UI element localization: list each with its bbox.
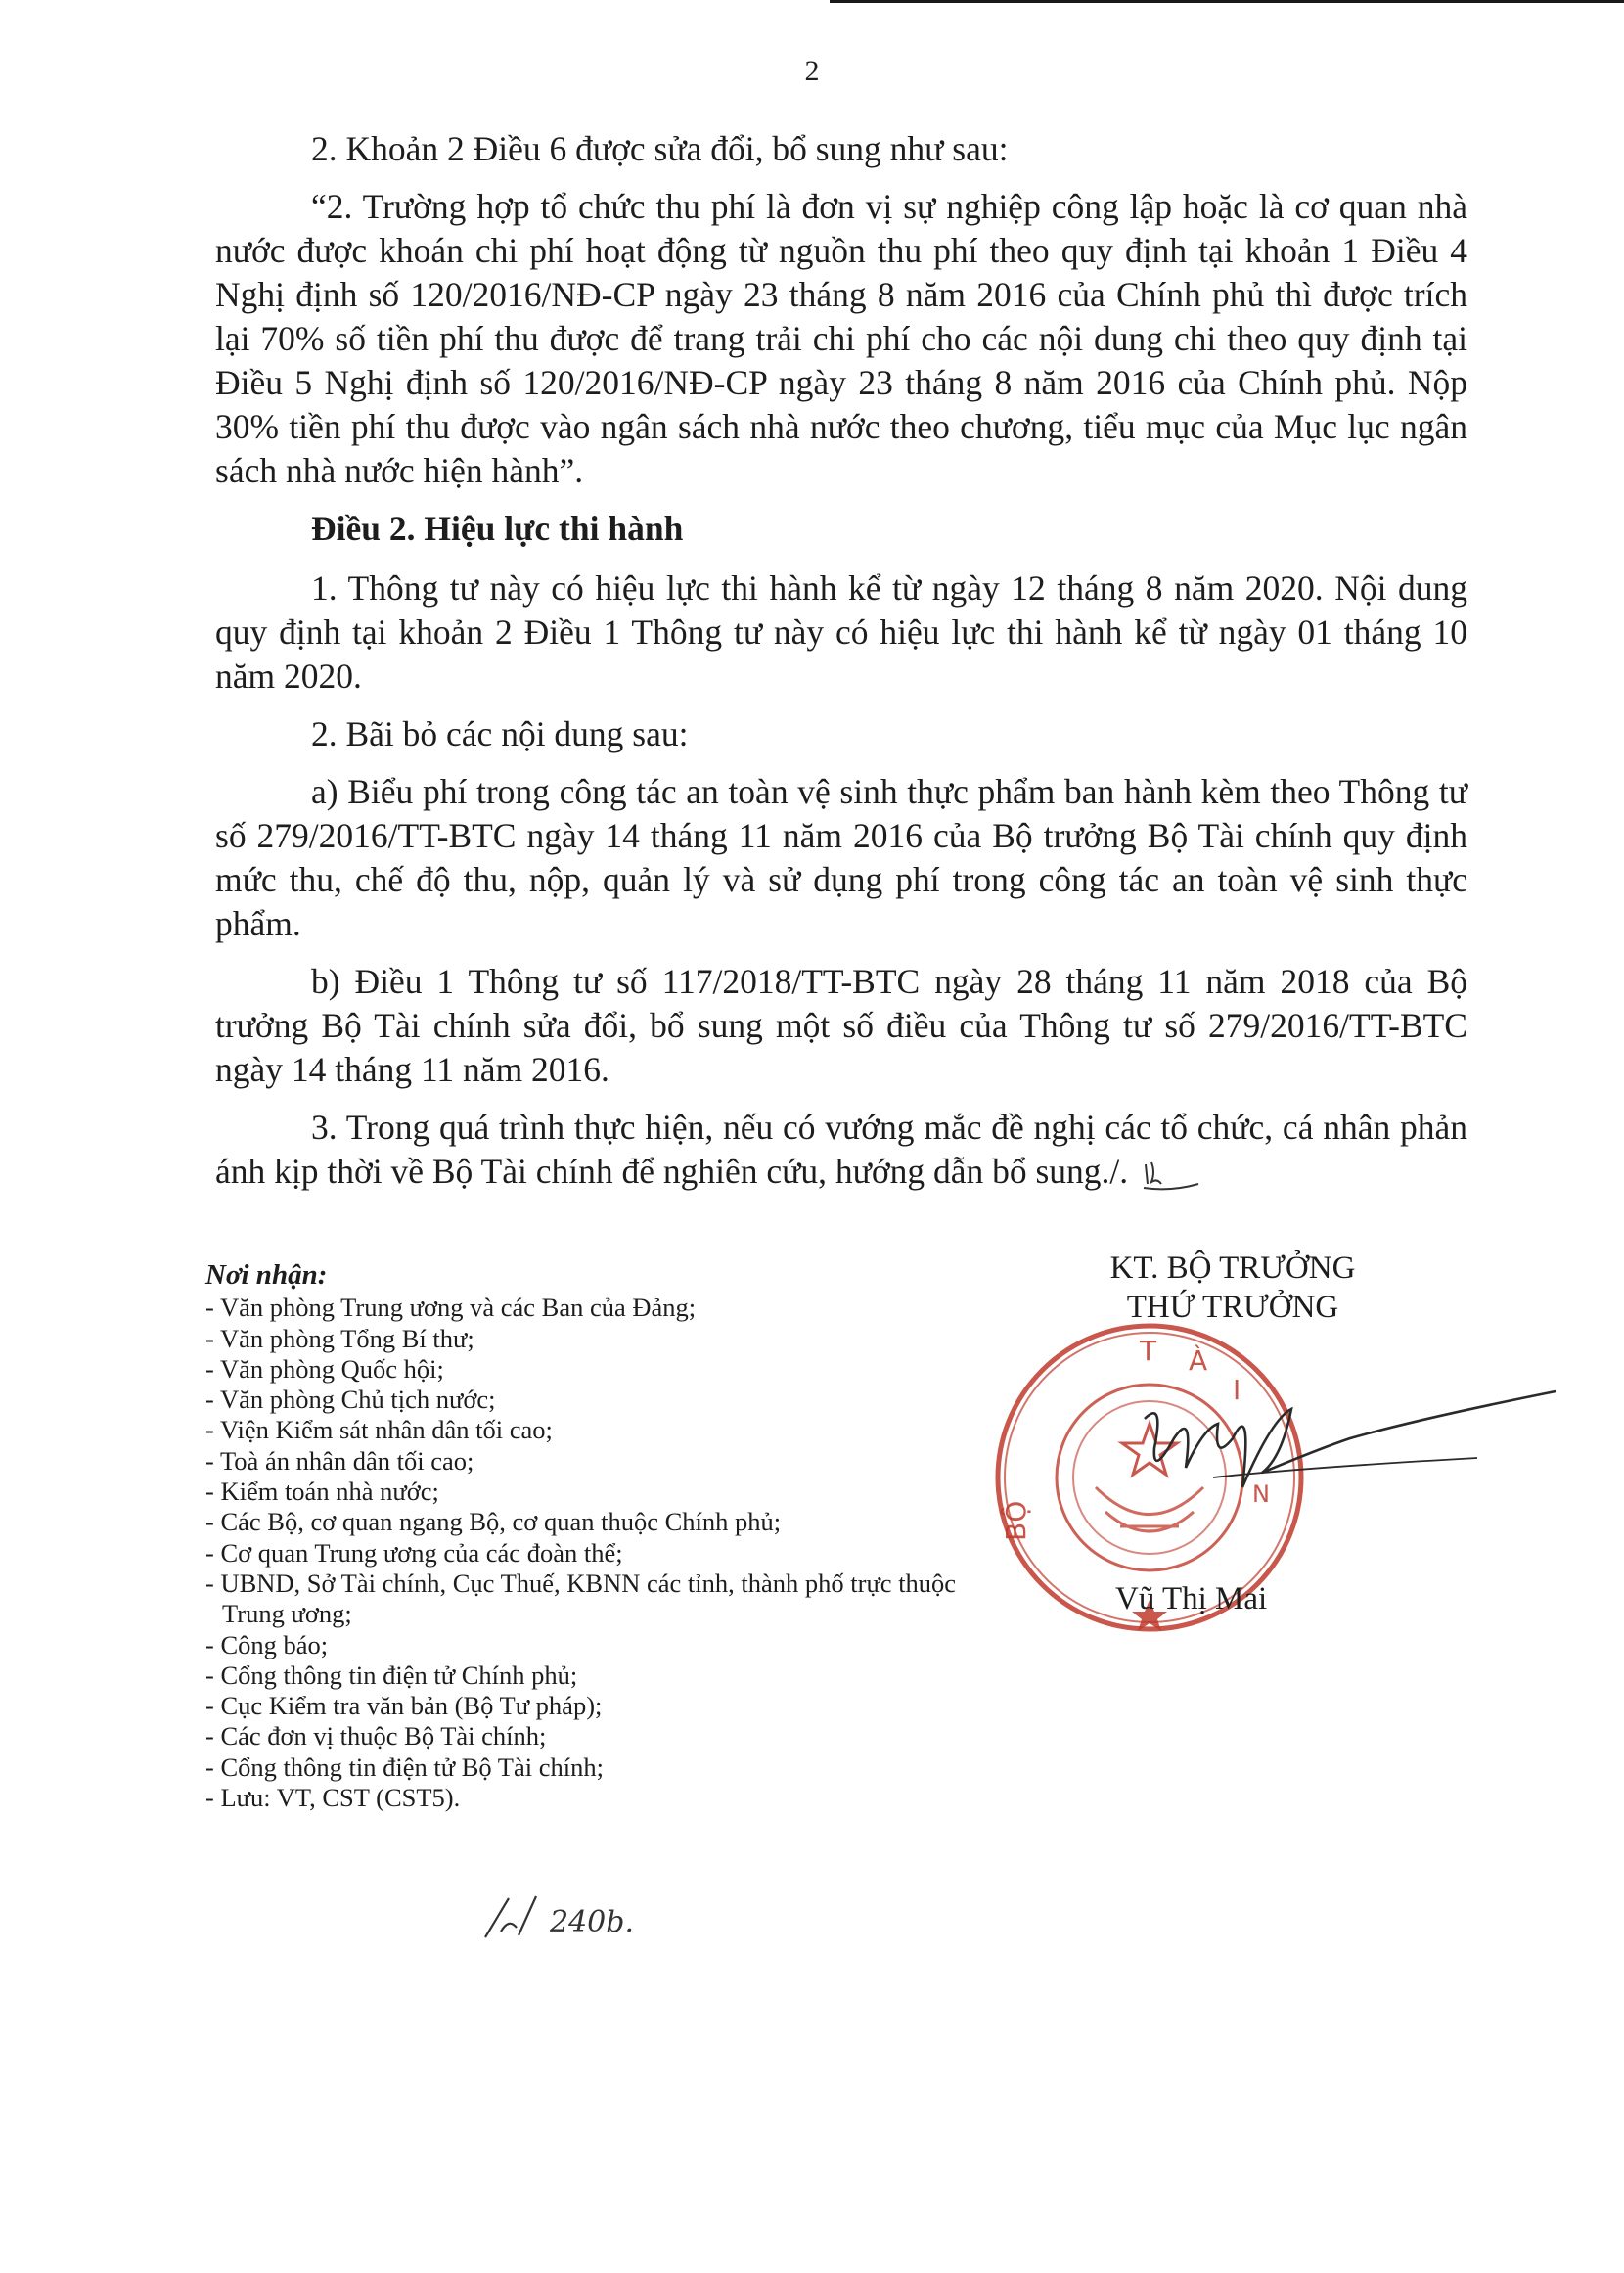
recipient-item: - Văn phòng Quốc hội; bbox=[205, 1353, 444, 1384]
recipient-item: - Văn phòng Tổng Bí thư; bbox=[205, 1323, 474, 1353]
recipients-items bbox=[205, 1293, 988, 1813]
recipient-item: - Viện Kiểm sát nhân dân tối cao; bbox=[205, 1415, 553, 1445]
svg-text:BỘ: BỘ bbox=[1000, 1500, 1032, 1541]
recipient-item: - Toà án nhân dân tối cao; bbox=[205, 1445, 474, 1476]
recipient-item: - Cổng thông tin điện tử Chính phủ; bbox=[205, 1659, 578, 1690]
recipients-title: Nơi nhận: bbox=[205, 1259, 328, 1291]
svg-text:N: N bbox=[1252, 1480, 1270, 1508]
handwritten-note bbox=[479, 1888, 675, 1943]
recipients-list bbox=[205, 1260, 988, 1813]
recipient-item: - Văn phòng Trung ương và các Ban của Đảng; bbox=[205, 1293, 697, 1323]
top-rule bbox=[830, 0, 1624, 3]
svg-text:I: I bbox=[1233, 1374, 1241, 1406]
initial-mark-icon bbox=[1142, 1159, 1200, 1192]
signature-icon bbox=[1125, 1380, 1565, 1536]
recipient-item: - Cục Kiểm tra văn bản (Bộ Tư pháp); bbox=[205, 1691, 603, 1721]
paragraph-amendment-intro: 2. Khoản 2 Điều 6 được sửa đổi, bổ sung như sau: bbox=[311, 129, 1009, 168]
recipient-item: - Lưu: VT, CST (CST5). bbox=[205, 1783, 461, 1813]
recipient-item: - Công báo; bbox=[205, 1629, 329, 1659]
svg-text:À: À bbox=[1189, 1344, 1208, 1377]
recipient-item: - UBND, Sở Tài chính, Cục Thuế, KBNN các tỉnh, thành phố trực thuộc Trung ương; bbox=[205, 1568, 957, 1629]
article-heading: Điều 2. Hiệu lực thi hành bbox=[311, 509, 684, 548]
recipient-item: - Các Bộ, cơ quan ngang Bộ, cơ quan thuộc Chính phủ; bbox=[205, 1507, 782, 1537]
implementation-text: 3. Trong quá trình thực hiện, nếu có vướng mắc đề nghị các tổ chức, cá nhân phản ánh kịp thời về Bộ Tài chính để nghiên cứu, hướng dẫn bổ sung./. bbox=[215, 1108, 1467, 1191]
handnote-text: 240b. bbox=[550, 1905, 635, 1939]
signer-name: Vũ Thị Mai bbox=[1115, 1581, 1268, 1616]
recipient-item: - Cơ quan Trung ương của các đoàn thể; bbox=[205, 1537, 623, 1568]
recipient-item: - Kiểm toán nhà nước; bbox=[205, 1477, 439, 1507]
signer-authority: KT. BỘ TRƯỞNG bbox=[1109, 1250, 1356, 1286]
signature-block bbox=[1057, 1249, 1409, 1327]
page-number: 2 bbox=[804, 55, 820, 87]
paragraph-implementation bbox=[215, 1106, 1467, 1194]
signer-position: THỨ TRƯỞNG bbox=[1126, 1290, 1339, 1325]
paragraph-amendment-text: “2. Trường hợp tổ chức thu phí là đơn vị sự nghiệp công lập hoặc là cơ quan nhà nước được khoán chi phí hoạt động từ nguồn thu phí theo quy định tại khoản 1 Điều 4 Nghị định số 120/2016/NĐ-CP ngày 23 tháng 8 năm 2016 của Chính phủ thì được trích lại 70% số tiền phí thu được để trang trải chi phí cho các nội dung chi theo quy định tại Điều 5 Nghị định số 120/2016/NĐ-CP ngày 23 tháng 8 năm 2016 của Chính phủ. Nộp 30% tiền phí thu được vào ngân sách nhà nước theo chương, tiểu mục của Mục lục ngân sách nhà nước hiện hành”. bbox=[215, 187, 1467, 490]
recipient-item: - Các đơn vị thuộc Bộ Tài chính; bbox=[205, 1721, 547, 1751]
paragraph-repeal-intro: 2. Bãi bỏ các nội dung sau: bbox=[311, 714, 689, 753]
document-body bbox=[215, 127, 1467, 1194]
paragraph-repeal-a: a) Biểu phí trong công tác an toàn vệ sinh thực phẩm ban hành kèm theo Thông tư số 279/2016/TT-BTC ngày 14 tháng 11 năm 2016 của Bộ trưởng Bộ Tài chính quy định mức thu, chế độ thu, nộp, quản lý và sử dụng phí trong công tác an toàn vệ sinh thực phẩm. bbox=[215, 772, 1467, 943]
recipient-item: - Văn phòng Chủ tịch nước; bbox=[205, 1385, 496, 1415]
svg-text:T: T bbox=[1140, 1335, 1157, 1367]
recipient-item: - Cổng thông tin điện tử Bộ Tài chính; bbox=[205, 1751, 604, 1782]
paragraph-repeal-b: b) Điều 1 Thông tư số 117/2018/TT-BTC ngày 28 tháng 11 năm 2018 của Bộ trưởng Bộ Tài chính sửa đổi, bổ sung một số điều của Thông tư số 279/2016/TT-BTC ngày 14 tháng 11 năm 2016. bbox=[215, 962, 1467, 1089]
paragraph-effective-date: 1. Thông tư này có hiệu lực thi hành kể từ ngày 12 tháng 8 năm 2020. Nội dung quy định tại khoản 2 Điều 1 Thông tư này có hiệu lực thi hành kể từ ngày 01 tháng 10 năm 2020. bbox=[215, 568, 1467, 696]
